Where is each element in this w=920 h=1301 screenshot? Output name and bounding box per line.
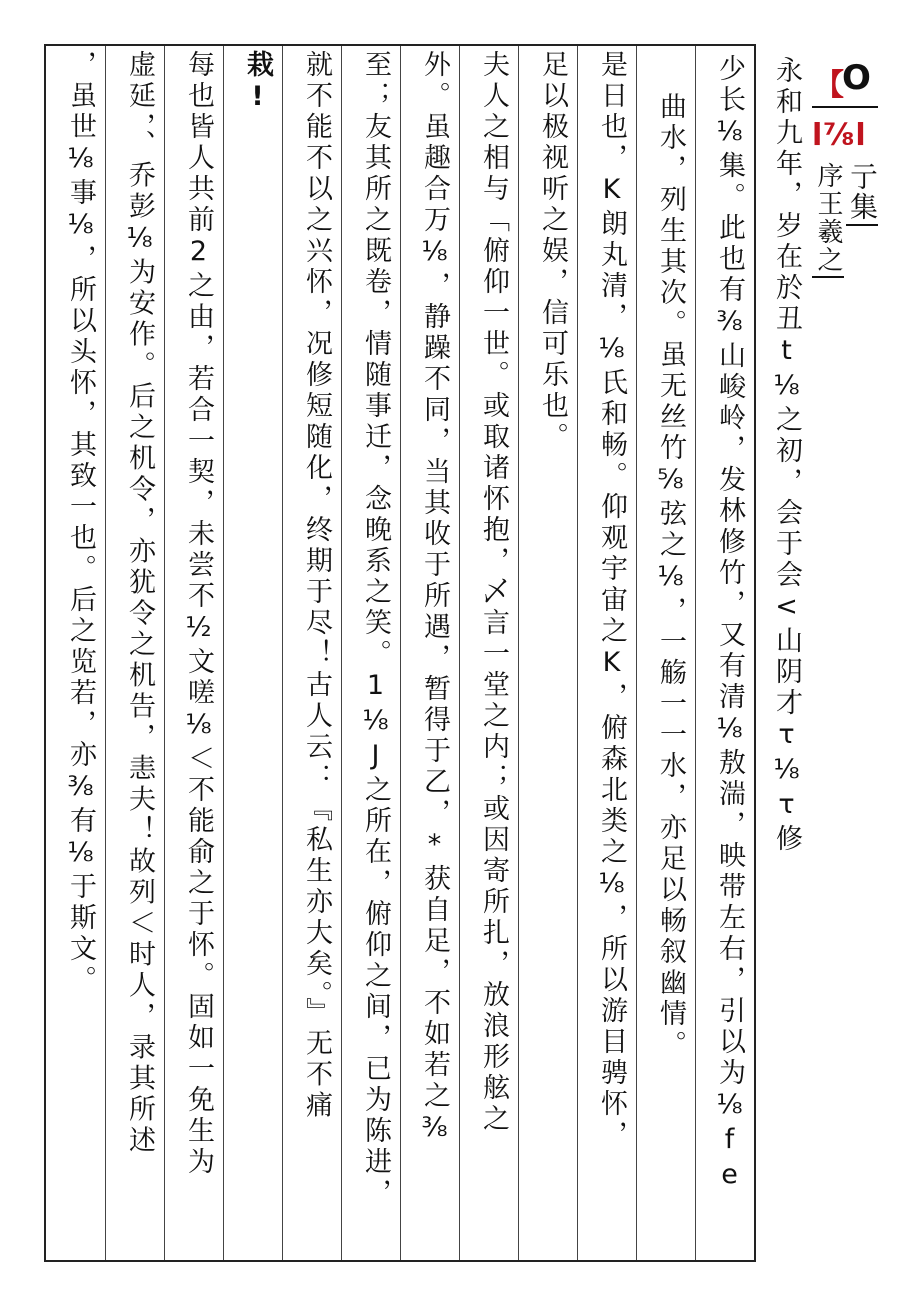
outer-text-column: 永和九年，岁在於丑t⅛之初，会于会<山阴才τ⅛τ修 [771, 56, 802, 855]
title-underline [812, 106, 878, 108]
text-column: 足以极视听之娱，信可乐也。 [537, 50, 568, 453]
text-column: 少长⅛集。此也有⅜山峻岭，发林修竹，又有清⅛敖湍，映带左右，引以为⅛fe [714, 54, 745, 1194]
title-mark-letter: O [842, 58, 871, 98]
text-grid [44, 44, 756, 1262]
title-line-1: 亍集 [846, 162, 878, 226]
text-column: 至；友其所之既卷，情随事迁，念晚系之笑。1⅛J之所在，俯仰之间，已为陈进， [360, 50, 391, 1209]
document-title [812, 58, 878, 294]
text-column: ，虽世⅛事⅛，所以头怀，其致一也。后之览若，亦⅜有⅛于斯文。 [65, 50, 96, 996]
text-column: 栽! [242, 50, 273, 116]
text-column: 夫人之相与「俯仰一世。或取诸怀抱，乄言一堂之内；或因寄所扎，放浪形舷之 [478, 50, 509, 1135]
title-mark-fraction: l⅞l [812, 118, 867, 153]
text-column: 外。虽趣合万⅛，静躁不同，当其收于所遇，暂得于乙，*获自足，不如若之⅜ [419, 50, 450, 1147]
text-column: 虚延，、乔彭⅛为安作。后之机令，亦犹令之机告，恚夫！故列＜时人，录其所述 [124, 50, 155, 1157]
text-column: 就不能不以之兴怀，况修短随化，终期于尽！古人云：『私生亦大矣。』无不痛 [301, 50, 332, 1122]
title-line-2: 序王羲之 [812, 162, 844, 278]
title-heading-marks [812, 58, 878, 158]
title-mark-bracket: 【 [814, 68, 844, 103]
text-column: 是日也，K朗丸清，⅛氏和畅。仰观宇宙之K，俯森北类之⅛，所以游目骋怀， [596, 50, 627, 1151]
text-column: 每也皆人共前2之由，若合一契，未尝不½文嗟⅛＜不能俞之于怀。固如一免生为 [183, 50, 214, 1178]
column-rule [282, 46, 283, 1260]
text-column: 曲水，列生其次。虽无丝竹⅝弦之⅛，一觞一一水，亦足以畅叙幽情。 [655, 92, 686, 1061]
